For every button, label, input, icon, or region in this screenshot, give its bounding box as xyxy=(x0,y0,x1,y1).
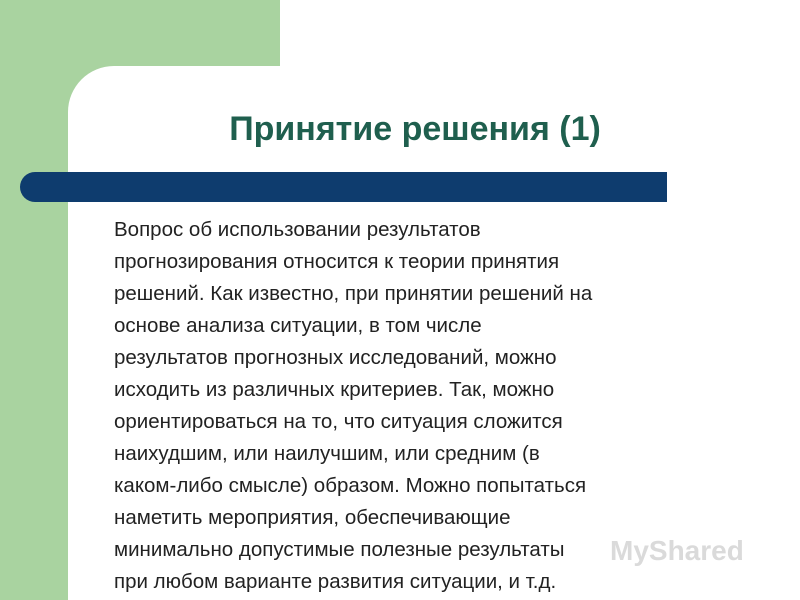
body-line: каком-либо смысле) образом. Можно попытаться xyxy=(114,474,587,497)
slide-title: Принятие решения (1) xyxy=(229,110,601,148)
body-line: прогнозирования относится к теории принятия xyxy=(114,250,560,273)
body-line: основе анализа ситуации, в том числе xyxy=(114,314,482,337)
body-line: минимально допустимые полезные результаты xyxy=(114,538,565,561)
body-line: наметить мероприятия, обеспечивающие xyxy=(114,506,511,529)
body-line: наихудшим, или наилучшим, или средним (в xyxy=(114,442,540,465)
body-line: Вопрос об использовании результатов xyxy=(114,218,481,241)
watermark: MyShared xyxy=(610,535,744,566)
body-line: исходить из различных критериев. Так, можно xyxy=(114,378,555,401)
title-divider-bar xyxy=(20,172,667,202)
body-line: при любом варианте развития ситуации, и т.д. xyxy=(114,570,557,593)
body-line: результатов прогнозных исследований, можно xyxy=(114,346,557,369)
body-line: ориентироваться на то, что ситуация сложится xyxy=(114,410,563,433)
body-line: решений. Как известно, при принятии решений на xyxy=(114,282,593,305)
